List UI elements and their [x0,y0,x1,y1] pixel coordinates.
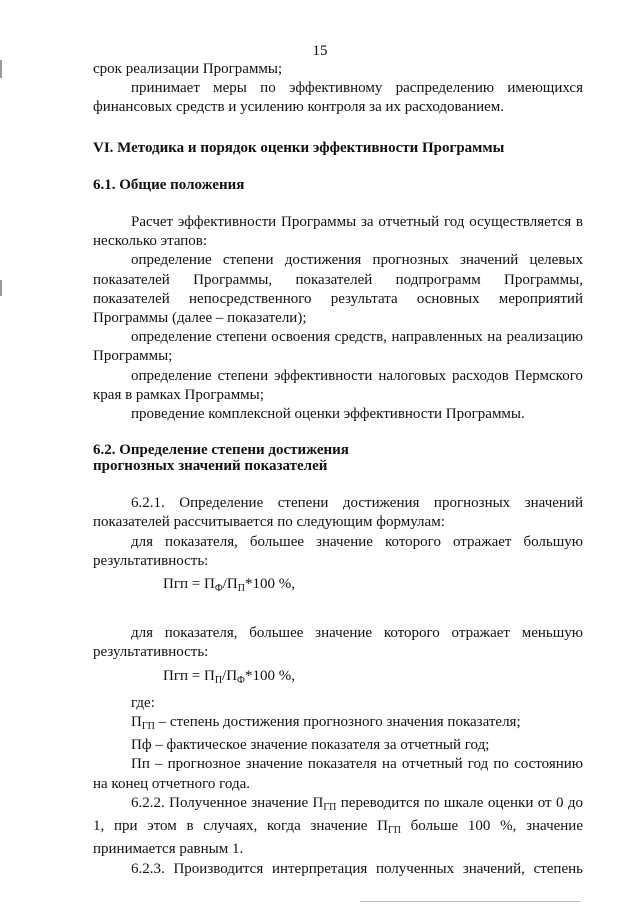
subsection-heading [93,442,583,474]
formula: Пгп = $П_Ф/П_П*100$ %, [163,576,295,595]
page-content [93,60,583,879]
paragraph: принимает меры по эффективному распределению имеющихся финансовых средств и усилению контроля за их расходованием. [93,80,583,116]
definition-item: Пф – фактическое значение показателя за отчетный год; [131,737,490,754]
paragraph: Расчет эффективности Программы за отчетный год осуществляется в несколько этапов: [93,214,583,250]
scan-edge-mark [0,60,2,78]
paragraph: определение степени достижения прогнозных значений целевых показателей Программы, показателей подпрограмм Программы, показателей непосредственного результата основных мероприятий Программы (далее – показатели); [93,252,583,327]
paragraph: срок реализации Программы; [93,61,283,77]
paragraph: 6.2.3. Производится интерпретация полученных значений, степень [131,860,583,877]
scan-bottom-line [360,901,580,902]
section-heading: VI. Методика и порядок оценки эффективности Программы [93,139,505,156]
paragraph: для показателя, большее значение которого отражает большую результативность: [93,533,583,569]
definition-item: Пп – прогнозное значение показателя на отчетный год по состоянию на конец отчетного года. [93,756,583,792]
paragraph: где: [131,694,155,711]
formula: Пгп = $П_П/П_Ф*100$ %, [163,667,295,686]
heading-line: прогнозных значений показателей [93,458,328,475]
paragraph: для показателя, большее значение которого отражает меньшую результативность: [93,625,583,661]
paragraph: 6.2.1. Определение степени достижения прогнозных значений показателей рассчитывается по следующим формулам: [93,495,583,531]
paragraph: 6.2.2. Полученное значение $П_{ГП}$ переводится по шкале оценки от 0 до 1, при этом в случаях, когда значение $П_{ГП}$ больше 100 %, значение принимается равным 1. [93,794,583,858]
subsection-heading: 6.1. Общие положения [93,176,245,193]
scan-edge-mark [0,280,2,296]
heading-line: 6.2. Определение степени достижения [93,442,349,459]
paragraph: определение степени освоения средств, направленных на реализацию Программы; [93,329,583,365]
paragraph: проведение комплексной оценки эффективности Программы. [131,406,525,423]
page-number: 15 [312,43,328,59]
definition-item: $П_{ГП}$ – степень достижения прогнозного значения показателя; [131,714,521,733]
paragraph: определение степени эффективности налоговых расходов Пермского края в рамках Программы; [93,367,583,403]
